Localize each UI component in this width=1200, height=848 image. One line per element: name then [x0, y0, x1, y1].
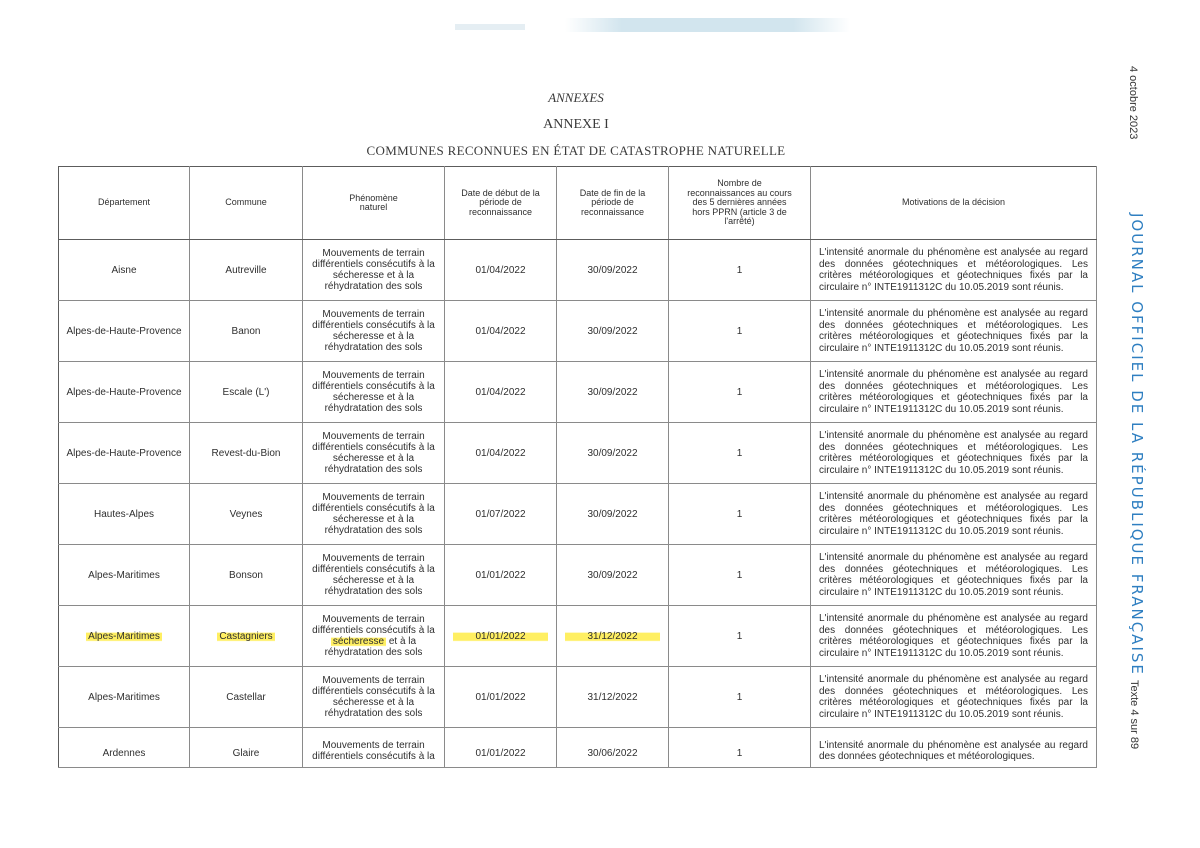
table-row: [59, 484, 1097, 545]
cell-departement: Aisne: [59, 240, 190, 301]
annex-table: [58, 166, 1097, 768]
table-row: [59, 240, 1097, 301]
column-header-commune: Commune: [190, 167, 303, 240]
cell-phenomene: Mouvements de terrain différentiels consécutifs à la sécheresse et à la réhydratation des sols: [303, 667, 445, 728]
cell-nombre: 1: [669, 667, 811, 728]
cell-commune: Autreville: [190, 240, 303, 301]
cell-date-debut: 01/04/2022: [445, 240, 557, 301]
cell-phenomene: Mouvements de terrain différentiels consécutifs à la sécheresse et à la réhydratation des sols: [303, 240, 445, 301]
cell-departement: Alpes-de-Haute-Provence: [59, 301, 190, 362]
cell-phenomene: Mouvements de terrain différentiels consécutifs à la sécheresse et à la réhydratation des sols: [303, 301, 445, 362]
side-date: 4 octobre 2023: [1127, 66, 1139, 140]
cell-date-debut: 01/04/2022: [445, 423, 557, 484]
cell-commune: Banon: [190, 301, 303, 362]
cell-departement: Alpes-Maritimes: [59, 545, 190, 606]
cell-commune: Bonson: [190, 545, 303, 606]
phenomene-text: Mouvements de terrain différentiels consécutifs à la: [312, 614, 435, 636]
cell-date-fin: [557, 606, 669, 667]
cell-date-fin: 30/09/2022: [557, 362, 669, 423]
cell-motivation: L'intensité anormale du phénomène est analysée au regard des données géotechniques et météorologiques. Les critères météorologiques et géotechniques fixés par la circulaire n° INTE1911312C du 10.05.2019 sont réunis.: [811, 667, 1097, 728]
column-header-motivations: Motivations de la décision: [811, 167, 1097, 240]
highlight-mark: 01/01/2022: [453, 631, 547, 642]
cell-commune: Veynes: [190, 484, 303, 545]
cell-departement: Alpes-de-Haute-Provence: [59, 362, 190, 423]
cell-departement: Hautes-Alpes: [59, 484, 190, 545]
cell-motivation: L'intensité anormale du phénomène est analysée au regard des données géotechniques et météorologiques. Les critères météorologiques et géotechniques fixés par la circulaire n° INTE1911312C du 10.05.2019 sont réunis.: [811, 301, 1097, 362]
cell-motivation: L'intensité anormale du phénomène est analysée au regard des données géotechniques et météorologiques. Les critères météorologiques et géotechniques fixés par la circulaire n° INTE1911312C du 10.05.2019 sont réunis.: [811, 484, 1097, 545]
cell-motivation: L'intensité anormale du phénomène est analysée au regard des données géotechniques et météorologiques. Les critères météorologiques et géotechniques fixés par la circulaire n° INTE1911312C du 10.05.2019 sont réunis.: [811, 545, 1097, 606]
cell-departement: [59, 606, 190, 667]
table-row: [59, 362, 1097, 423]
cell-nombre: 1: [669, 606, 811, 667]
table-header-row: [59, 167, 1097, 240]
cell-date-debut: 01/01/2022: [445, 545, 557, 606]
column-header-departement: Département: [59, 167, 190, 240]
cell-nombre: 1: [669, 728, 811, 768]
cell-nombre: 1: [669, 484, 811, 545]
cell-date-fin: 30/06/2022: [557, 728, 669, 768]
cell-date-debut: 01/01/2022: [445, 667, 557, 728]
cell-commune: [190, 606, 303, 667]
cell-phenomene: Mouvements de terrain différentiels consécutifs à la: [303, 728, 445, 768]
cell-nombre: 1: [669, 362, 811, 423]
cell-date-debut: 01/04/2022: [445, 362, 557, 423]
cell-nombre: 1: [669, 240, 811, 301]
column-header-date-debut: Date de début de la période de reconnaissance: [445, 167, 557, 240]
cell-date-fin: 30/09/2022: [557, 423, 669, 484]
cell-nombre: 1: [669, 423, 811, 484]
cell-motivation: L'intensité anormale du phénomène est analysée au regard des données géotechniques et météorologiques. Les critères météorologiques et géotechniques fixés par la circulaire n° INTE1911312C du 10.05.2019 sont réunis.: [811, 362, 1097, 423]
cell-phenomene: Mouvements de terrain différentiels consécutifs à la sécheresse et à la réhydratation des sols: [303, 423, 445, 484]
column-header-date-fin: Date de fin de la période de reconnaissance: [557, 167, 669, 240]
table-title: COMMUNES RECONNUES EN ÉTAT DE CATASTROPHE NATURELLE: [366, 143, 786, 158]
cell-nombre: 1: [669, 545, 811, 606]
annexe-heading: ANNEXE I: [543, 117, 609, 132]
cell-commune: Revest-du-Bion: [190, 423, 303, 484]
highlight-mark: Castagniers: [219, 630, 273, 642]
highlight-mark: 31/12/2022: [565, 631, 659, 642]
cell-departement: Alpes-de-Haute-Provence: [59, 423, 190, 484]
cell-commune: Glaire: [190, 728, 303, 768]
table-row: [59, 667, 1097, 728]
cell-date-fin: 30/09/2022: [557, 545, 669, 606]
cell-date-debut: 01/01/2022: [445, 728, 557, 768]
table-row-highlighted: [59, 606, 1097, 667]
cell-date-fin: 30/09/2022: [557, 301, 669, 362]
highlight-mark: sécheresse: [332, 636, 385, 647]
scan-smudge: [565, 18, 850, 32]
cell-departement: Alpes-Maritimes: [59, 667, 190, 728]
table-row: [59, 423, 1097, 484]
cell-date-debut: 01/07/2022: [445, 484, 557, 545]
cell-phenomene: Mouvements de terrain différentiels consécutifs à la sécheresse et à la réhydratation des sols: [303, 545, 445, 606]
cell-date-fin: 30/09/2022: [557, 484, 669, 545]
cell-date-debut: 01/04/2022: [445, 301, 557, 362]
column-header-phenomene: Phénomène naturel: [303, 167, 445, 240]
cell-phenomene: Mouvements de terrain différentiels consécutifs à la sécheresse et à la réhydratation des sols: [303, 362, 445, 423]
table-row: [59, 301, 1097, 362]
phenomene-text: et à la réhydratation des sols: [324, 636, 423, 658]
cell-motivation: L'intensité anormale du phénomène est analysée au regard des données géotechniques et météorologiques. Les critères météorologiques et géotechniques fixés par la circulaire n° INTE1911312C du 10.05.2019 sont réunis.: [811, 606, 1097, 667]
table-row: [59, 728, 1097, 768]
cell-motivation: L'intensité anormale du phénomène est analysée au regard des données géotechniques et météorologiques. Les critères météorologiques et géotechniques fixés par la circulaire n° INTE1911312C du 10.05.2019 sont réunis.: [811, 423, 1097, 484]
highlight-mark: Alpes-Maritimes: [88, 630, 160, 642]
cell-date-debut: [445, 606, 557, 667]
cell-commune: Escale (L'): [190, 362, 303, 423]
cell-departement: Ardennes: [59, 728, 190, 768]
scan-smudge: [455, 24, 525, 30]
cell-commune: Castellar: [190, 667, 303, 728]
side-text-number: Texte 4 sur 89: [1128, 680, 1140, 750]
cell-motivation: L'intensité anormale du phénomène est analysée au regard des données géotechniques et météorologiques.: [811, 728, 1097, 768]
cell-motivation: L'intensité anormale du phénomène est analysée au regard des données géotechniques et météorologiques. Les critères météorologiques et géotechniques fixés par la circulaire n° INTE1911312C du 10.05.2019 sont réunis.: [811, 240, 1097, 301]
table-row: [59, 545, 1097, 606]
cell-date-fin: 31/12/2022: [557, 667, 669, 728]
annexes-heading: ANNEXES: [548, 90, 604, 105]
side-journal-title: JOURNAL OFFICIEL DE LA RÉPUBLIQUE FRANÇAISE: [1128, 213, 1146, 676]
column-header-nombre: Nombre de reconnaissances au cours des 5 dernières années hors PPRN (article 3 de l'arrêté): [669, 167, 811, 240]
cell-nombre: 1: [669, 301, 811, 362]
cell-date-fin: 30/09/2022: [557, 240, 669, 301]
cell-phenomene: Mouvements de terrain différentiels consécutifs à la sécheresse et à la réhydratation des sols: [303, 484, 445, 545]
cell-phenomene: [303, 606, 445, 667]
